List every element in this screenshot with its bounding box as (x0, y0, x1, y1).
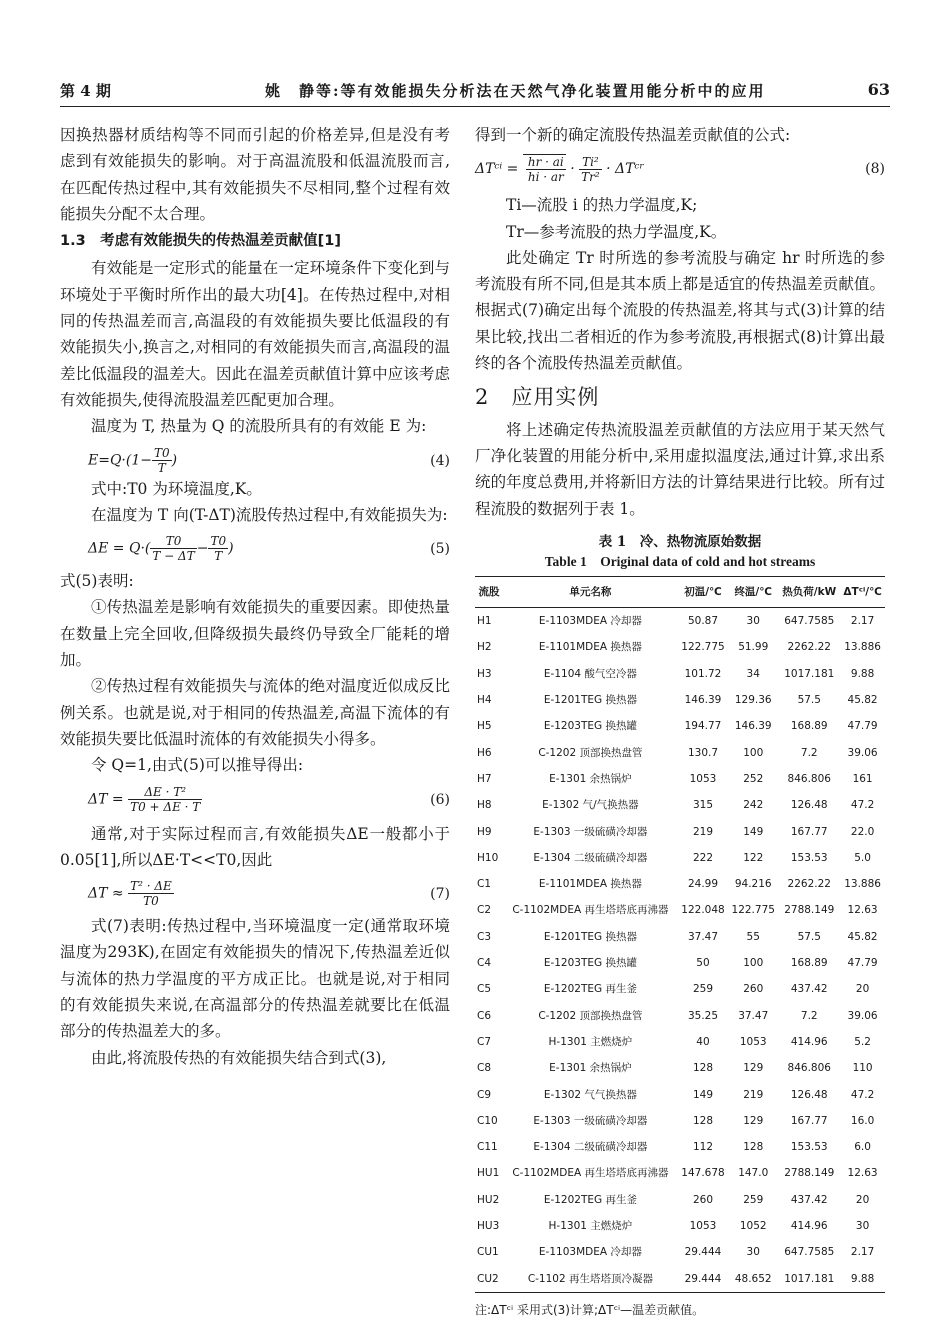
table-cell: 414.96 (790, 1219, 828, 1232)
table-cell: 12.63 (847, 904, 878, 917)
table-cell: 34 (746, 667, 760, 680)
table-cell: 153.53 (790, 1141, 828, 1154)
table-cell: E-1203TEG 换热罐 (543, 957, 637, 970)
table-cell: E-1103MDEA 冷却器 (538, 1246, 642, 1259)
table-cell: C-1102MDEA 再生塔塔底再沸器 (512, 904, 669, 917)
table-cell: H8 (477, 799, 492, 812)
table-cell: C-1202 顶部换热盘管 (538, 1009, 643, 1022)
table-cell: 647.7585 (784, 615, 835, 628)
table-row (475, 1082, 885, 1108)
table-cell: 2788.149 (784, 1167, 835, 1180)
table-row (475, 845, 885, 871)
table-cell: 846.806 (787, 1062, 831, 1075)
table-cell: 219 (743, 1088, 764, 1101)
table-cell: H9 (477, 825, 492, 838)
table-cell: H2 (477, 641, 492, 654)
table-cell: 252 (743, 772, 764, 785)
table-cell: C4 (477, 957, 492, 970)
paragraph: ②传热过程有效能损失与流体的绝对温度近似成反比例关系。也就是说,对于相同的传热温差,高温下流体的有效能损失要比低温时流体的有效能损失小得多。 (60, 677, 450, 748)
eq-part: E=Q·(1− (88, 452, 152, 469)
eq-part: ΔT = (88, 791, 124, 808)
table-cell: E-1203TEG 换热罐 (543, 720, 637, 733)
table-cell: 40 (696, 1035, 710, 1048)
eq-part: ΔE = Q·( (88, 540, 151, 557)
table-cell: 30 (746, 615, 760, 628)
section-heading-2: 2 应用实例 (475, 385, 600, 410)
equation-8 (475, 148, 885, 192)
table-cell: 259 (743, 1193, 764, 1206)
table-cell: 5.0 (854, 851, 871, 864)
table-note: 注:ΔTᶜⁱ 采用式(3)计算;ΔTᶜⁱ—温差贡献值。 (475, 1302, 705, 1317)
table-cell: 9.88 (840, 1266, 885, 1293)
table-cell: 57.5 (797, 930, 821, 943)
table-cell: C2 (477, 904, 492, 917)
table-row (475, 1029, 885, 1055)
table-cell: E-1101MDEA 换热器 (538, 878, 642, 891)
table-cell: 222 (692, 851, 714, 864)
equation-5 (60, 528, 450, 568)
paragraph: 由此,将流股传热的有效能损失结合到式(3), (91, 1048, 387, 1067)
table-row (475, 819, 885, 845)
col-header: 终温/℃ (728, 576, 778, 607)
table-row (475, 634, 885, 660)
table-cell: 47.2 (850, 799, 875, 812)
col-header: 单元名称 (503, 576, 678, 607)
table-cell: 24.99 (687, 878, 719, 891)
table-cell: 242 (743, 799, 764, 812)
table-cell: 315 (692, 799, 714, 812)
table-cell: HU3 (477, 1219, 500, 1232)
running-title: 姚 静等:等有效能损失分析法在天然气净化装置用能分析中的应用 (265, 82, 766, 100)
table-cell: 2788.149 (784, 904, 835, 917)
table-cell: 47.2 (850, 1088, 875, 1101)
table-cell: E-1303 一级硫磺冷却器 (533, 1114, 648, 1127)
table-caption-en: Table 1 Original data of cold and hot streams (544, 553, 816, 569)
paragraph: 在温度为 T 向(T-ΔT)流股传热过程中,有效能损失为: (91, 505, 448, 524)
right-column (475, 122, 885, 1323)
table-cell: 20 (855, 1193, 870, 1206)
table-cell: 1017.181 (784, 667, 835, 680)
col-header: 热负荷/kW (778, 576, 840, 607)
table-cell: 130.7 (687, 746, 719, 759)
table-cell: E-1201TEG 换热器 (543, 930, 637, 943)
table-cell: 128 (743, 1141, 764, 1154)
table-cell: E-1101MDEA 换热器 (538, 641, 642, 654)
paragraph: 有效能是一定形式的能量在一定环境条件下变化到与环境处于平衡时所作出的最大功[4]。在传热过程中,对相同的传热温差而言,高温段的有效能损失要比低温段的有效能损失小,换言之,对相同的有效能损失而言,高温段的温差比低温段的温差大。因此在温差贡献值计算中应该考虑有效能损失,使得流股温差匹配更加合理。 (60, 259, 450, 409)
table-cell: 147.0 (738, 1167, 769, 1180)
denominator: hi · ar (527, 170, 564, 185)
page-number: 63 (867, 80, 890, 99)
denominator: T0 (143, 894, 159, 909)
table-row (475, 1055, 885, 1081)
table-cell: 128 (692, 1114, 714, 1127)
denominator: T (214, 549, 223, 564)
table-cell: 39.06 (847, 1009, 878, 1022)
table-cell: 1053 (689, 1219, 717, 1232)
table-row (475, 897, 885, 923)
table-row (475, 950, 885, 976)
section-heading-1-3: 1.3 考虑有效能损失的传热温差贡献值[1] (60, 233, 342, 250)
table-cell: C1 (477, 878, 492, 891)
equation-number: (4) (430, 452, 450, 469)
table-cell: 126.48 (790, 799, 828, 812)
table-row (475, 1239, 885, 1265)
table-cell: C-1202 顶部换热盘管 (538, 746, 643, 759)
table-cell: 128 (692, 1062, 714, 1075)
eq-part: · ΔTᶜʳ (606, 161, 645, 178)
table-cell: C10 (477, 1114, 498, 1127)
paragraph: 将上述确定传热流股温差贡献值的方法应用于某天然气厂净化装置的用能分析中,采用虚拟温度法,通过计算,求出系统的年度总费用,并将新旧方法的计算结果进行比较。所有过程流股的数据列于表 1。 (475, 420, 885, 518)
table-row (475, 687, 885, 713)
running-header (60, 76, 890, 104)
table-cell: H6 (477, 746, 492, 759)
table-cell: E-1103MDEA 冷却器 (538, 615, 642, 628)
table-cell: 5.2 (854, 1035, 871, 1048)
table-row (475, 740, 885, 766)
eq-part: · (570, 161, 575, 178)
equation-4 (60, 440, 450, 476)
table-row (475, 871, 885, 897)
table-cell: 129.36 (734, 694, 772, 707)
paragraph: 此处确定 Tr 时所选的参考流股与确定 hr 时所选的参考流股有所不同,但是其本质上都是适宜的传热温差贡献值。根据式(7)确定出每个流股的传热温差,将其与式(3)计算的结果比较,找出二者相近的作为参考流股,再根据式(8)计算出最终的各个流股传热温差贡献值。 (475, 248, 885, 373)
table-row (475, 1213, 885, 1239)
table-cell: 47.79 (847, 720, 878, 733)
table-cell: 51.99 (738, 641, 769, 654)
table-cell: 168.89 (790, 957, 828, 970)
table-cell: E-1302 气/气换热器 (542, 799, 639, 812)
table-cell: 149 (692, 1088, 714, 1101)
table-cell: 2.17 (850, 1246, 875, 1259)
table-cell: E-1301 余热锅炉 (549, 772, 632, 785)
denominator: T − ΔT (152, 549, 195, 564)
numerator: ΔE · T² (128, 785, 202, 800)
table-cell: C7 (477, 1035, 492, 1048)
eq-part: ) (228, 540, 234, 557)
fraction (150, 534, 196, 563)
equation-number: (5) (430, 541, 450, 558)
denominator: T (157, 460, 166, 475)
table-cell: 20 (855, 983, 870, 996)
fraction (128, 879, 174, 908)
numerator: T0 (153, 445, 170, 460)
table-cell: E-1303 一级硫磺冷却器 (533, 825, 648, 838)
table-cell: 260 (743, 983, 764, 996)
table-cell: 48.652 (728, 1266, 778, 1293)
header-rule (60, 106, 890, 107)
table-cell: 29.444 (684, 1246, 722, 1259)
table-cell: 1052 (739, 1219, 767, 1232)
col-header: 初温/℃ (678, 576, 728, 607)
table-row (475, 792, 885, 818)
table-cell: 30 (855, 1219, 870, 1232)
table-header-row (475, 576, 885, 607)
table-cell: 1017.181 (778, 1266, 840, 1293)
table-cell: 37.47 (738, 1009, 769, 1022)
table-cell: C-1102MDEA 再生塔塔底再沸器 (512, 1167, 669, 1180)
table-cell: E-1301 余热锅炉 (549, 1062, 632, 1075)
equation-number: (7) (430, 886, 450, 903)
table-row (475, 1003, 885, 1029)
table-cell: 110 (852, 1062, 873, 1075)
table-cell: 39.06 (847, 746, 878, 759)
table-cell: 2262.22 (787, 641, 831, 654)
table-cell: H10 (477, 851, 499, 864)
table-cell: E-1304 二级硫磺冷却器 (533, 851, 648, 864)
table-cell: 29.444 (678, 1266, 728, 1293)
table-cell: 122 (743, 851, 764, 864)
table-row (475, 976, 885, 1002)
table-cell: 35.25 (687, 1009, 719, 1022)
table-cell: HU2 (477, 1193, 500, 1206)
eq-part: − (196, 540, 209, 557)
eq-part: ) (171, 452, 178, 469)
table-cell: 149 (743, 825, 764, 838)
table-cell: 647.7585 (784, 1246, 835, 1259)
table-cell: 100 (743, 957, 764, 970)
table-cell: 129 (743, 1114, 764, 1127)
stream-data-table (475, 576, 885, 1293)
table-cell: 50 (696, 957, 710, 970)
table-cell: H-1301 主燃烧炉 (548, 1035, 633, 1048)
table-cell: C5 (477, 983, 492, 996)
definition: Ti—流股 i 的热力学温度,K; (506, 196, 698, 215)
table-cell: 414.96 (790, 1035, 828, 1048)
table-cell: 122.048 (681, 904, 725, 917)
numerator: T² · ΔE (130, 879, 172, 894)
table-row (475, 1266, 885, 1293)
table-caption-cn: 表 1 冷、热物流原始数据 (598, 533, 762, 550)
table-cell: 161 (852, 772, 873, 785)
table-row (475, 924, 885, 950)
table-row (475, 661, 885, 687)
table-row (475, 1160, 885, 1186)
equation-7 (60, 873, 450, 913)
numerator: hr · ai (527, 155, 564, 170)
table-cell: 57.5 (797, 694, 821, 707)
table-cell: 55 (746, 930, 760, 943)
table-row (475, 1108, 885, 1134)
table-cell: E-1304 二级硫磺冷却器 (533, 1141, 648, 1154)
table-cell: 50.87 (687, 615, 719, 628)
table-cell: 168.89 (790, 720, 828, 733)
spacer (475, 522, 885, 532)
table-cell: 260 (692, 1193, 714, 1206)
fraction (128, 785, 202, 814)
fraction (152, 446, 172, 475)
table-cell: 146.39 (734, 720, 772, 733)
table-cell: 2262.22 (787, 878, 831, 891)
paragraph: 通常,对于实际过程而言,有效能损失ΔE一般都小于0.05[1],所以ΔE·T<<T0,因此 (60, 824, 450, 869)
issue-label: 第 4 期 (60, 82, 111, 100)
table-row (475, 1134, 885, 1160)
table-cell: 259 (692, 983, 714, 996)
table-cell: 167.77 (790, 825, 828, 838)
definition: Tr—参考流股的热力学温度,K。 (506, 222, 727, 241)
col-header: 流股 (475, 576, 503, 607)
table-cell: 13.886 (844, 878, 881, 891)
table-row (475, 1187, 885, 1213)
table-cell: 45.82 (847, 930, 878, 943)
sqrt-radical (523, 154, 566, 184)
col-header: ΔTᶜⁱ/℃ (840, 576, 885, 607)
numerator: T0 (210, 534, 227, 549)
table-cell: 153.53 (790, 851, 828, 864)
table-cell: 194.77 (684, 720, 722, 733)
table-cell: 846.806 (787, 772, 831, 785)
paragraph: 式(7)表明:传热过程中,当环境温度一定(通常取环境温度为293K),在固定有效能损失的情况下,传热温差近似与流体的热力学温度的平方成正比。也就是说,对于相同的有效能损失来说,在高温部分的传热温差就要比在低温部分的传热温差大的多。 (60, 917, 450, 1041)
table-cell: 219 (692, 825, 714, 838)
numerator: T0 (150, 534, 196, 549)
eq-part: ΔT ≈ (88, 885, 124, 902)
table-cell: C8 (477, 1062, 492, 1075)
table-cell: 22.0 (850, 825, 875, 838)
table-cell: 101.72 (684, 667, 722, 680)
table-cell: CU2 (475, 1266, 503, 1293)
table-cell: C9 (477, 1088, 492, 1101)
table-cell: 45.82 (847, 694, 878, 707)
fraction (526, 155, 566, 184)
table-cell: 167.77 (790, 1114, 828, 1127)
table-cell: 9.88 (850, 667, 875, 680)
left-column (60, 122, 450, 1071)
table-cell: 94.216 (734, 878, 772, 891)
table-cell: H5 (477, 720, 492, 733)
fraction (579, 155, 602, 184)
table-cell: 7.2 (800, 1009, 818, 1022)
table-cell: 437.42 (790, 983, 828, 996)
paragraph: 因换热器材质结构等不同而引起的价格差异,但是没有考虑到有效能损失的影响。对于高温流股和低温流股而言,在匹配传热过程中,其有效能损失不尽相同,整个过程有效能损失分配不太合理。 (60, 126, 450, 223)
table-cell: 147.678 (681, 1167, 725, 1180)
table-cell: E-1202TEG 再生釜 (543, 1193, 637, 1206)
table-row (475, 608, 885, 635)
table-cell: 146.39 (684, 694, 722, 707)
table-cell: 112 (692, 1141, 714, 1154)
eq-part: ΔTᶜⁱ = (475, 161, 519, 178)
equation-number: (8) (865, 161, 885, 178)
table-cell: 13.886 (844, 641, 881, 654)
equation-number: (6) (430, 791, 450, 808)
table-cell: 47.79 (847, 957, 878, 970)
table-cell: 437.42 (790, 1193, 828, 1206)
table-cell: 37.47 (687, 930, 719, 943)
table-cell: C11 (477, 1141, 498, 1154)
table-cell: 100 (743, 746, 764, 759)
paragraph: ①传热温差是影响有效能损失的重要因素。即使热量在数量上完全回收,但降级损失最终仍导致全厂能耗的增加。 (60, 598, 450, 670)
table-cell: 16.0 (850, 1114, 875, 1127)
table-cell: C6 (477, 1009, 492, 1022)
table-cell: HU1 (477, 1167, 500, 1180)
fraction (208, 534, 228, 563)
table-cell: 129 (743, 1062, 764, 1075)
table-cell: H1 (477, 615, 492, 628)
table-cell: 30 (746, 1246, 760, 1259)
paragraph: 令 Q=1,由式(5)可以推导得出: (91, 756, 304, 775)
table-cell: 126.48 (790, 1088, 828, 1101)
table-row (475, 766, 885, 792)
table-cell: E-1201TEG 换热器 (543, 694, 637, 707)
table-cell: 12.63 (847, 1167, 878, 1180)
table-cell: 6.0 (854, 1141, 871, 1154)
numerator: Ti² (579, 155, 602, 170)
paragraph: 式中:T0 为环境温度,K。 (91, 479, 262, 498)
table-cell: H4 (477, 694, 492, 707)
table-cell: 122.775 (681, 641, 725, 654)
paragraph: 得到一个新的确定流股传热温差贡献值的公式: (475, 126, 791, 144)
table-cell: CU1 (477, 1246, 499, 1259)
table-cell: E-1104 酸气空冷器 (543, 667, 637, 680)
table-cell: H-1301 主燃烧炉 (548, 1219, 633, 1232)
table-cell: E-1302 气气换热器 (543, 1088, 637, 1101)
table-cell: H3 (477, 667, 492, 680)
table-cell: 1053 (739, 1035, 767, 1048)
table-cell: 7.2 (800, 746, 818, 759)
table-cell: 122.775 (731, 904, 775, 917)
table-cell: 2.17 (850, 615, 875, 628)
table-cell: C-1102 再生塔塔顶冷凝器 (503, 1266, 678, 1293)
paragraph: 式(5)表明: (60, 572, 134, 591)
table-row (475, 713, 885, 739)
paragraph: 温度为 T, 热量为 Q 的流股所具有的有效能 E 为: (91, 417, 427, 436)
table-cell: E-1202TEG 再生釜 (543, 983, 637, 996)
equation-6 (60, 779, 450, 821)
denominator: Tr² (581, 169, 600, 184)
denominator: T0 + ΔE · T (130, 799, 201, 814)
table-cell: H7 (477, 772, 492, 785)
table-cell: C3 (477, 930, 492, 943)
table-cell: 1053 (689, 772, 717, 785)
